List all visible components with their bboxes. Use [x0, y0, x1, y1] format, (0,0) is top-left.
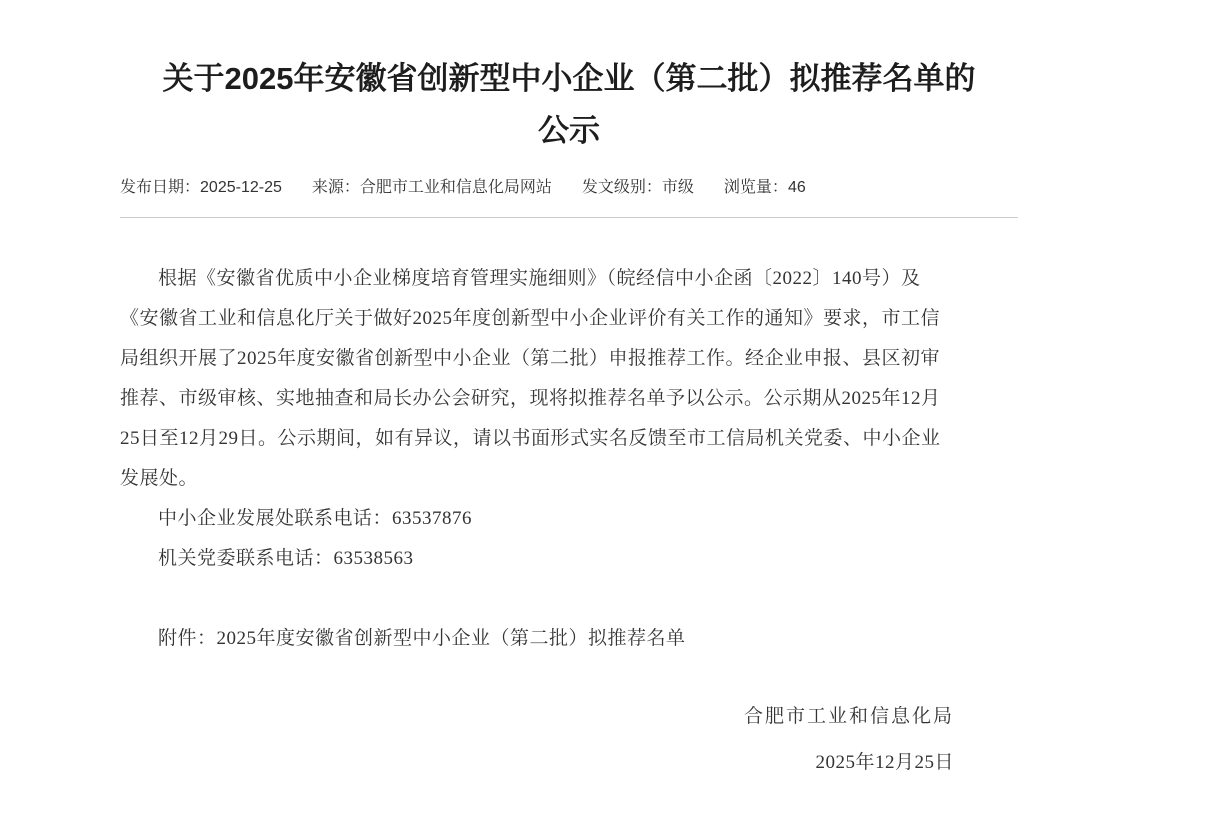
issuer-signature: 合肥市工业和信息化局 — [743, 706, 954, 727]
blank-line — [120, 579, 1018, 619]
divider — [120, 217, 1018, 218]
view-count-label: 浏览量： — [723, 179, 788, 196]
contact-phone-party-committee: 机关党委联系电话：63538563 — [158, 548, 414, 569]
notice-content — [120, 0, 1018, 783]
paragraph-line: 《安徽省工业和信息化厅关于做好2025年度创新型中小企业评价有关工作的通知》要求，市工信 — [120, 308, 941, 329]
page-title-line-1: 关于2025年安徽省创新型中小企业（第二批）拟推荐名单的 — [162, 61, 976, 96]
paragraph-line: 25日至12月29日。公示期间，如有异议，请以书面形式实名反馈至市工信局机关党委、中小企业 — [120, 428, 941, 449]
signature-block — [120, 697, 1018, 783]
notice-paragraph — [120, 259, 1018, 499]
notice-body — [120, 259, 1018, 783]
source — [312, 177, 552, 199]
paragraph-line: 根据《安徽省优质中小企业梯度培育管理实施细则》（皖经信中小企函〔2022〕140号）及 — [158, 268, 921, 289]
source-value: 合肥市工业和信息化局网站 — [359, 179, 552, 196]
attachment-line — [120, 619, 1018, 659]
paragraph-line: 发展处。 — [120, 468, 199, 489]
view-count-value: 46 — [787, 179, 806, 196]
publish-date — [120, 177, 282, 199]
doc-level-value: 市级 — [661, 179, 694, 196]
paragraph-line: 局组织开展了2025年度安徽省创新型中小企业（第二批）申报推荐工作。经企业申报、县区初审 — [120, 348, 941, 369]
source-label: 来源： — [311, 179, 360, 196]
contact-phone-smes: 中小企业发展处联系电话：63537876 — [158, 508, 473, 529]
view-count — [724, 177, 806, 199]
page-title — [120, 0, 1018, 157]
publish-date-value: 2025-12-25 — [200, 179, 282, 196]
publish-date-label: 发布日期： — [120, 179, 201, 196]
doc-level-label: 发文级别： — [581, 179, 662, 196]
attachment-label: 附件： — [158, 628, 217, 649]
paragraph-line: 推荐、市级审核、实地抽查和局长办公会研究，现将拟推荐名单予以公示。公示期从2025年12月 — [120, 388, 941, 409]
page-title-line-2: 公示 — [538, 113, 600, 148]
issue-date: 2025年12月25日 — [815, 752, 954, 773]
meta-bar — [120, 177, 1018, 199]
attachment-link[interactable]: 2025年度安徽省创新型中小企业（第二批）拟推荐名单 — [216, 628, 686, 649]
doc-level — [582, 177, 694, 199]
